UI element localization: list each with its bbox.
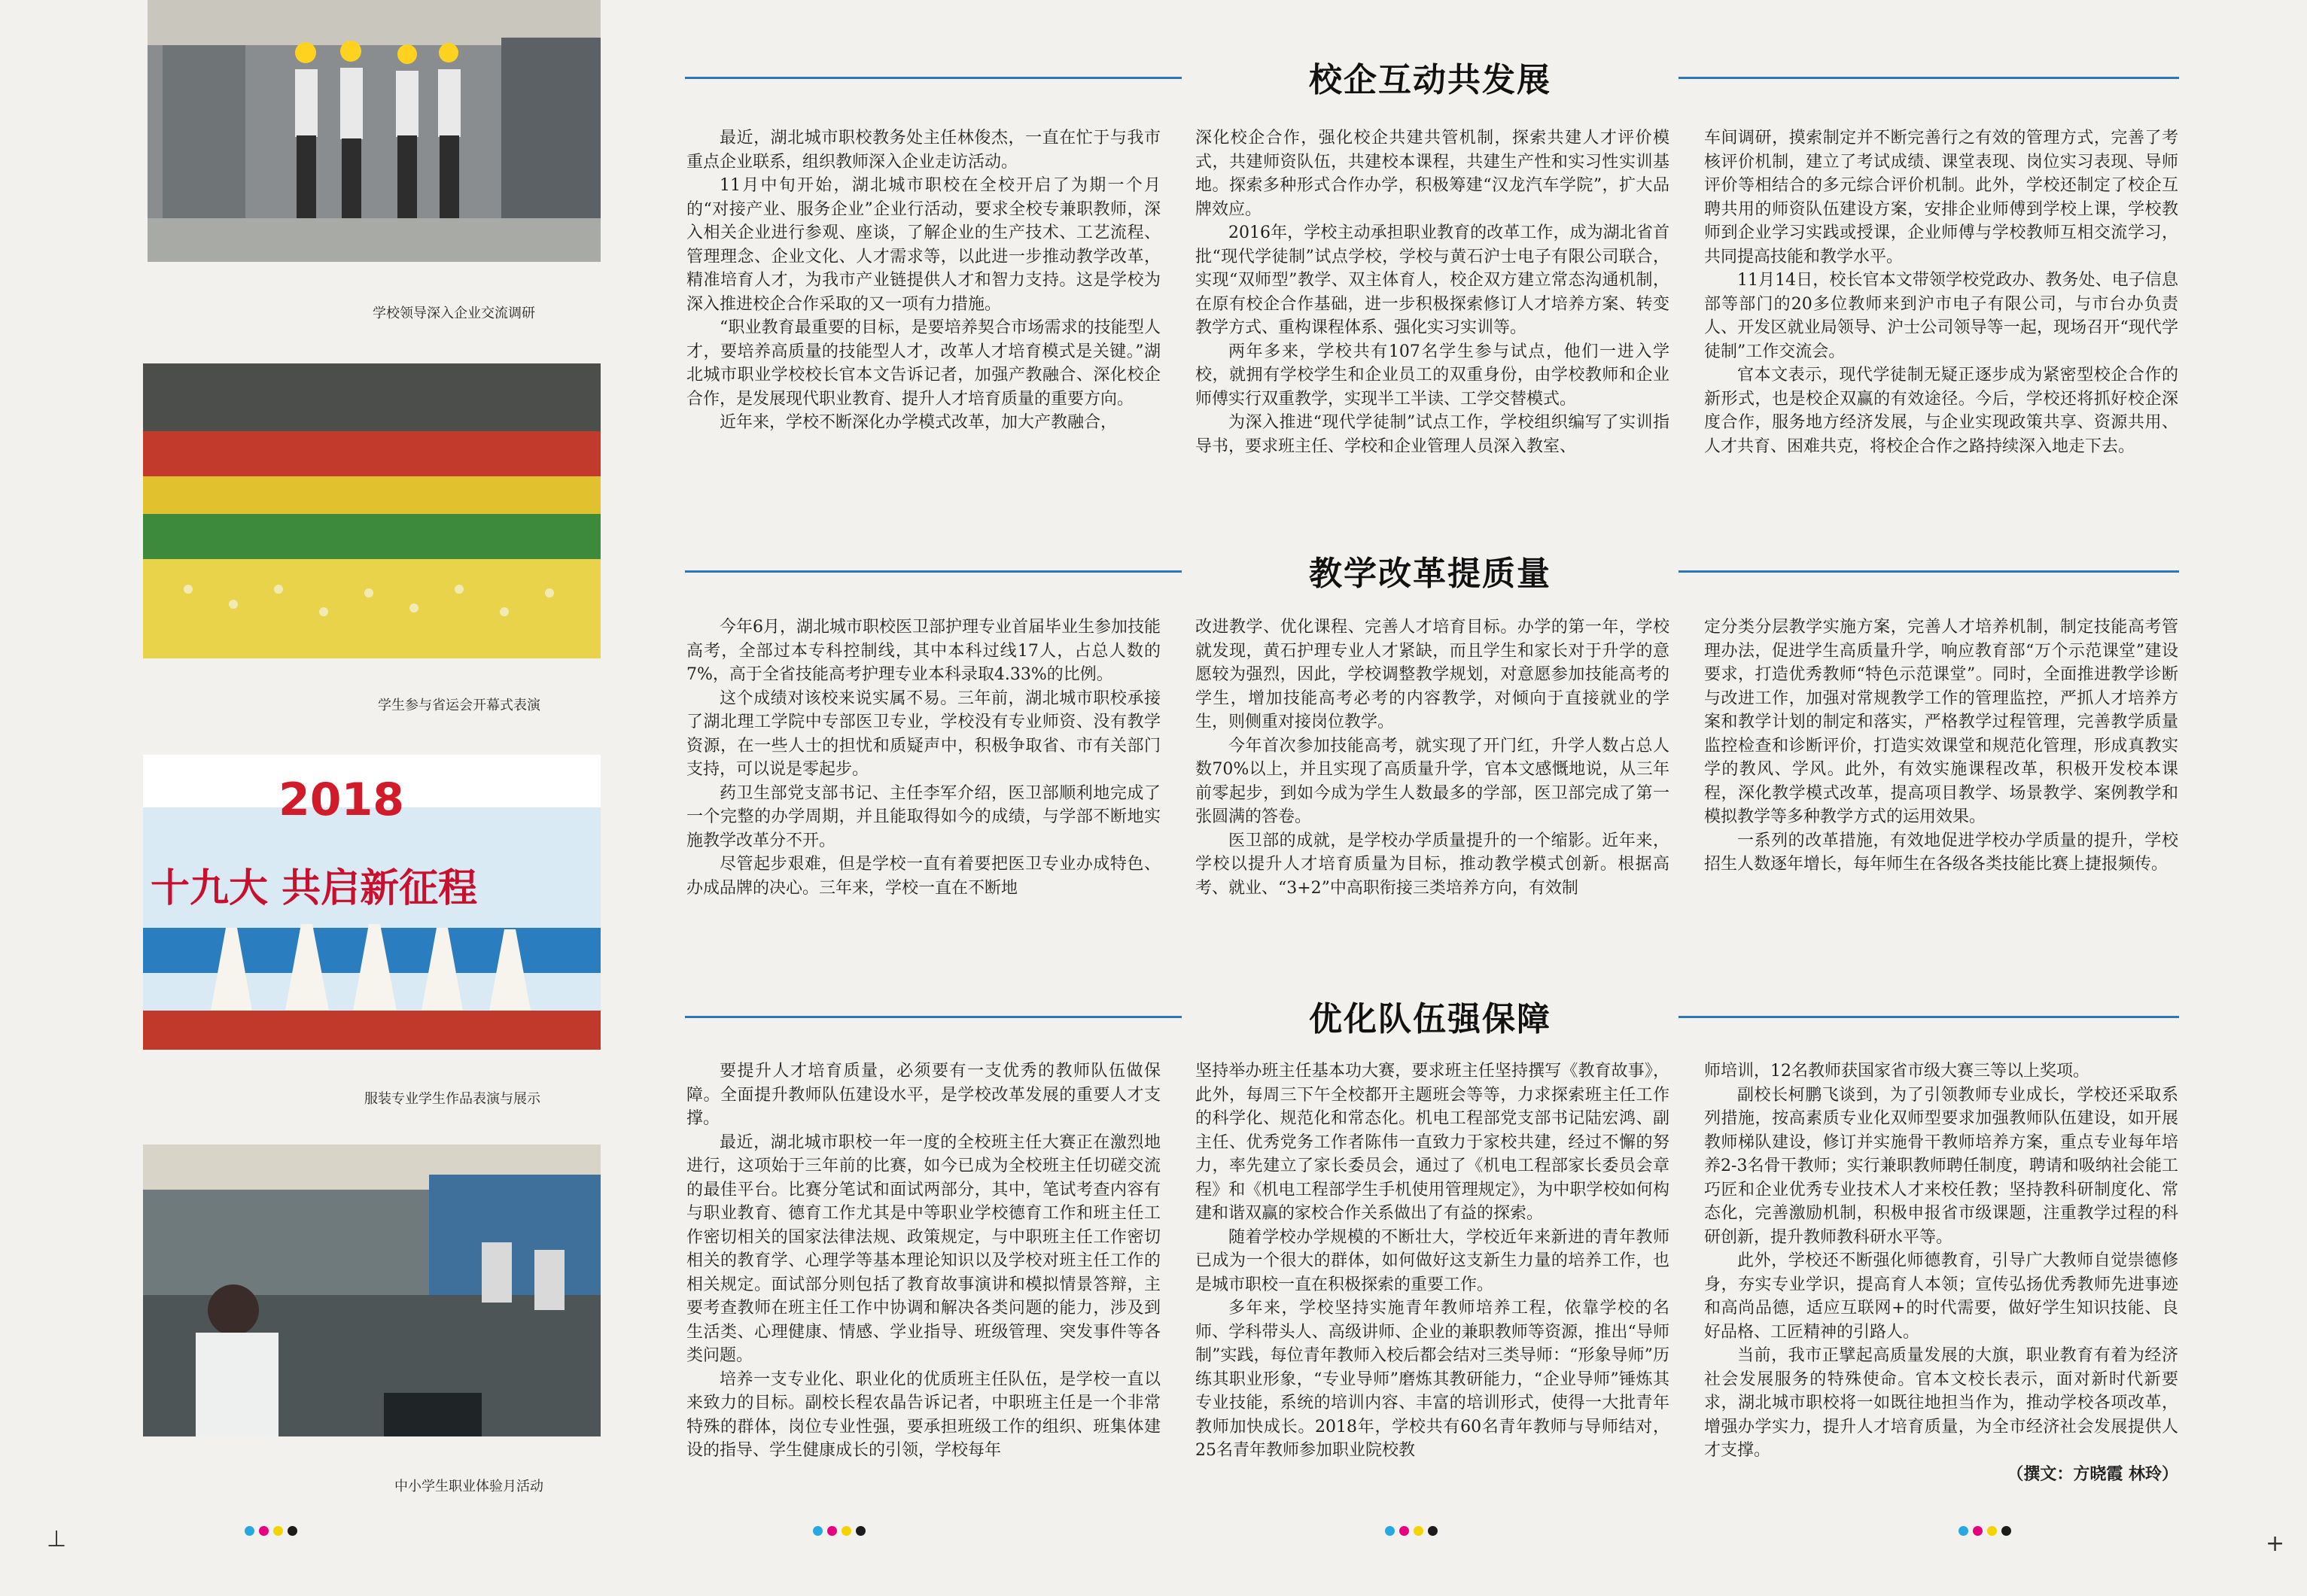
registration-dot [1414,1526,1423,1536]
registration-dot [288,1526,297,1536]
paragraph: 今年首次参加技能高考，就实现了开门红，升学人数占总人数70%以上，并且实现了高质量升学，官本文感慨地说，从三年前零起步，到如今成为学生人数最多的学部，医卫部完成了第一张圆满的答卷。 [1195,736,1669,826]
article-column [1195,126,1669,506]
color-registration-dots [813,1526,866,1537]
paragraph: 最近，湖北城市职校一年一度的全校班主任大赛正在激烈地进行，这项始于三年前的比赛，如今已成为全校班主任切磋交流的最佳平台。比赛分笔试和面试两部分，其中，笔试考查内容有与职业教育、德育工作尤其是中等职业学校德育工作和班主任工作密切相关的国家法律法规、政策规定，与中职班主任工作密切相关的教育学、心理学等基本理论知识以及学校对班主任工作的相关规定。面试部分则包括了教育故事演讲和模拟情景答辩，主要考查教师在班主任工作中协调和解决各类问题的能力，涉及到生活类、心理健康、情感、学业指导、班级管理、突发事件等各类问题。 [686,1132,1161,1365]
registration-dot [813,1526,823,1536]
paragraph: 坚持举办班主任基本功大赛，要求班主任坚持撰写《教育故事》，此外，每周三下午全校都开主题班会等等，力求探索班主任工作的科学化、规范化和常态化。机电工程部党支部书记陆宏鸿、副主任、优秀党务工作者陈伟一直致力于家校共建，经过不懈的努力，率先建立了家长委员会，通过了《机电工程部家长委员会章程》和《机电工程部学生手机使用管理规定》，为中职学校如何构建和谐双赢的家校合作关系做出了有益的探索。 [1195,1062,1669,1223]
registration-dot [245,1526,254,1536]
registration-dot [1399,1526,1409,1536]
photo-factory-visit [148,0,601,262]
paragraph: 两年多来，学校共有107名学生参与试点，他们一进入学校，就拥有学校学生和企业员工的双重身份，由学校教师和企业师傅实行双重教学，实现半工半读、工学交替模式。 [1195,342,1669,409]
paragraph: 为深入推进“现代学徒制”试点工作，学校组织编写了实训指导书，要求班主任、学校和企业管理人员深入教室、 [1195,413,1669,456]
registration-dot [1973,1526,1983,1536]
paragraph: 官本文表示，现代学徒制无疑正逐步成为紧密型校企合作的新形式，也是校企双赢的有效途径。今后，学校还将抓好校企深度合作，服务地方经济发展，与企业实现政策共享、资源共用、人才共育、困难共克，将校企合作之路持续深入地走下去。 [1704,366,2178,456]
article-column [1704,126,2178,506]
registration-dot [856,1526,866,1536]
registration-dot [1987,1526,1997,1536]
paragraph: 2016年，学校主动承担职业教育的改革工作，成为湖北省首批“现代学徒制”试点学校，学校与黄石沪士电子有限公司联合，实现“双师型”教学、双主体育人，校企双方建立常态沟通机制，在原有校企合作基础，进一步积极探索修订人才培养方案、转变教学方式、重构课程体系、强化实习实训等。 [1195,223,1669,337]
header-rule-right [1679,77,2179,79]
paragraph: 近年来，学校不断深化办学模式改革，加大产教融合， [720,413,1118,432]
banner-year: 2018 [278,774,404,826]
paragraph: 随着学校办学规模的不断壮大，学校近年来新进的青年教师已成为一个很大的群体，如何做好这支新生力量的培养工作，也是城市职校一直在积极探索的重要工作。 [1195,1227,1669,1294]
paragraph: 深化校企合作，强化校企共建共管机制，探索共建人才评价模式，共建师资队伍，共建校本课程，共建生产性和实习性实训基地。探索多种形式合作办学，积极筹建“汉龙汽车学院”，扩大品牌效应。 [1195,129,1669,219]
section-header [685,47,2281,107]
article-column [686,616,1161,947]
byline: （撰文：方晓霞 林玲） [2007,1464,2178,1484]
registration-dot [1385,1526,1395,1536]
article-column [1195,1059,1669,1507]
article-column [1704,1059,2178,1507]
paragraph: 定分类分层教学实施方案，完善人才培养机制，制定技能高考管理办法，促进学生高质量升学，响应教育部“万个示范课堂”建设要求，打造优秀教师“特色示范课堂”。同时，全面推进教学诊断与改进工作，加强对常规教学工作的管理监控，严抓人才培养方案和教学计划的制定和落实，严格教学过程管理，完善教学质量监控检查和诊断评价，打造实效课堂和规范化管理，形成真教实学的教风、学风。此外，有效实施课程改革，积极开发校本课程，深化教学模式改革，提高项目教学、场景教学、案例教学和模拟教学等多种教学方式的运用效果。 [1704,618,2178,826]
paragraph: 尽管起步艰难，但是学校一直有着要把医卫专业办成特色、办成品牌的决心。三年来，学校一直在不断地 [686,855,1161,898]
paragraph: 多年来，学校坚持实施青年教师培养工程，依靠学校的名师、学科带头人、高级讲师、企业的兼职教师等资源，推出“导师制”实践，每位青年教师入校后都会结对三类导师：“形象导师”历练其职业形象，“专业导师”磨炼其教研能力，“企业导师”锤炼其专业技能，系统的培训内容、丰富的培训形式，使得一大批青年教师加快成长。2018年，学校共有60名青年教师与导师结对，25名青年教师参加职业院校教 [1195,1299,1669,1460]
photo-sports-opening [143,363,601,658]
paragraph: 要提升人才培育质量，必须要有一支优秀的教师队伍做保障。全面提升教师队伍建设水平，是学校改革发展的重要人才支撑。 [686,1062,1161,1128]
section-header [685,986,2281,1046]
paragraph: 当前，我市正擘起高质量发展的大旗，职业教育有着为经济社会发展服务的特殊使命。官本文校长表示，面对新时代新要求，湖北城市职校将一如既往地担当作为，推动学校各项改革，增强办学实力，提升人才培育质量，为全市经济社会发展提供人才支撑。 [1704,1346,2178,1460]
section-title: 教学改革提质量 [1309,555,1551,593]
paragraph: 最近，湖北城市职校教务处主任林俊杰，一直在忙于与我市重点企业联系，组织教师深入企业走访活动。 [686,129,1161,172]
paragraph: 培养一支专业化、职业化的优质班主任队伍，是学校一直以来致力的目标。副校长程农晶告诉记者，中职班主任是一个非常特殊的群体，岗位专业性强，要承担班级工作的组织、班集体建设的指导、学生健康成长的引领，学校每年 [686,1370,1161,1460]
photo-caption: 学校领导深入企业交流调研 [373,306,535,321]
paragraph: 师培训，12名教师获国家省市级大赛三等以上奖项。 [1704,1062,2089,1081]
paragraph: “职业教育最重要的目标，是要培养契合市场需求的技能型人才，要培养高质量的技能型人才，改革人才培育模式是关键。”湖北城市职业学校校长官本文告诉记者，加强产教融合、深化校企合作，是发展现代职业教育、提升人才培育质量的重要方向。 [686,318,1161,409]
section-header [685,540,2281,600]
paragraph: 副校长柯鹏飞谈到，为了引领教师专业成长，学校还采取系列措施，按高素质专业化双师型要求加强教师队伍建设，如开展教师梯队建设，修订并实施骨干教师培养方案，重点专业每年培养2-3名骨干教师；实行兼职教师聘任制度，聘请和吸纳社会能工巧匠和企业优秀专业技术人才来校任教；坚持教科研制度化、常态化，完善激励机制，积极申报省市级课题，注重教学过程的科研创新，提升教师教科研水平等。 [1704,1085,2178,1247]
color-registration-dots [1385,1526,1438,1537]
article-column [686,1059,1161,1507]
paragraph: 此外，学校还不断强化师德教育，引导广大教师自觉崇德修身，夯实专业学识，提高育人本领；宣传弘扬优秀教师先进事迹和高尚品德，适应互联网+的时代需要，做好学生知识技能、良好品格、工匠精神的引路人。 [1704,1251,2178,1342]
color-registration-dots [245,1526,297,1537]
color-registration-dots [1959,1526,2011,1537]
section-title: 校企互动共发展 [1309,61,1551,99]
article-column [686,126,1161,506]
header-rule-right [1679,1016,2179,1018]
paragraph: 11月中旬开始，湖北城市职校在全校开启了为期一个月的“对接产业、服务企业”企业行活动，要求全校专兼职教师，深入相关企业进行参观、座谈，了解企业的生产技术、工艺流程、管理理念、企业文化、人才需求等，以此进一步推动教学改革，精准培育人才，为我市产业链提供人才和智力支持。这是学校为深入推进校企合作采取的又一项有力措施。 [686,176,1161,314]
paragraph: 11月14日，校长官本文带领学校党政办、教务处、电子信息部等部门的20多位教师来到沪市电子有限公司，与市台办负责人、开发区就业局领导、沪士公司领导等一起，现场召开“现代学徒制”工作交流会。 [1704,271,2178,361]
paragraph: 改进教学、优化课程、完善人才培育目标。办学的第一年，学校就发现，黄石护理专业人才紧缺，而且学生和家长对于升学的意愿较为强烈，因此，学校调整教学规划，对意愿参加技能高考的学生，增加技能高考必考的内容教学，对倾向于直接就业的学生，则侧重对接岗位教学。 [1195,618,1669,731]
registration-dot [273,1526,283,1536]
registration-dot [1959,1526,1968,1536]
registration-dot [827,1526,837,1536]
banner-slogan: 十九大 共启新征程 [151,866,478,911]
registration-dot [2001,1526,2011,1536]
photo-caption: 中小学生职业体验月活动 [394,1479,543,1494]
section-title: 优化队伍强保障 [1309,1000,1551,1038]
photo-fashion-show [143,755,601,1050]
article-column [1704,616,2178,947]
crop-mark-icon: ⊥ [47,1526,67,1552]
registration-dot [842,1526,851,1536]
photo-career-experience [143,1145,601,1436]
paragraph: 这个成绩对该校来说实属不易。三年前，湖北城市职校承接了湖北理工学院中专部医卫专业，学校没有专业师资、没有教学资源，在一些人士的担忧和质疑声中，积极争取省、市有关部门支持，可以说是零起步。 [686,689,1161,779]
crop-mark-icon: + [2266,1531,2285,1557]
photo-caption: 学生参与省运会开幕式表演 [378,698,540,713]
header-rule-right [1679,570,2179,573]
registration-dot [259,1526,269,1536]
paragraph: 今年6月，湖北城市职校医卫部护理专业首届毕业生参加技能高考，全部过本专科控制线，其中本科过线17人，占总人数的7%，高于全省技能高考护理专业本科录取4.33%的比例。 [686,618,1161,684]
paragraph: 一系列的改革措施，有效地促进学校办学质量的提升，学校招生人数逐年增长，每年师生在各级各类技能比赛上捷报频传。 [1704,831,2178,874]
article-column [1195,616,1669,947]
paragraph: 药卫生部党支部书记、主任李军介绍，医卫部顺利地完成了一个完整的办学周期，并且能取得如今的成绩，与学部不断地实施教学改革分不开。 [686,783,1161,850]
registration-dot [1428,1526,1438,1536]
paragraph: 医卫部的成就，是学校办学质量提升的一个缩影。近年来，学校以提升人才培育质量为目标，推动教学模式创新。根据高考、就业、“3+2”中高职衔接三类培养方向，有效制 [1195,831,1669,898]
photo-caption: 服装专业学生作品表演与展示 [364,1091,540,1107]
paragraph: 车间调研，摸索制定并不断完善行之有效的管理方式，完善了考核评价机制，建立了考试成绩、课堂表现、岗位实习表现、导师评价等相结合的多元综合评价机制。此外，学校还制定了校企互聘共用的师资队伍建设方案，安排企业师傅到学校上课，学校教师到企业学习实践或授课，企业师傅与学校教师互相交流学习，共同提高技能和教学水平。 [1704,129,2178,266]
